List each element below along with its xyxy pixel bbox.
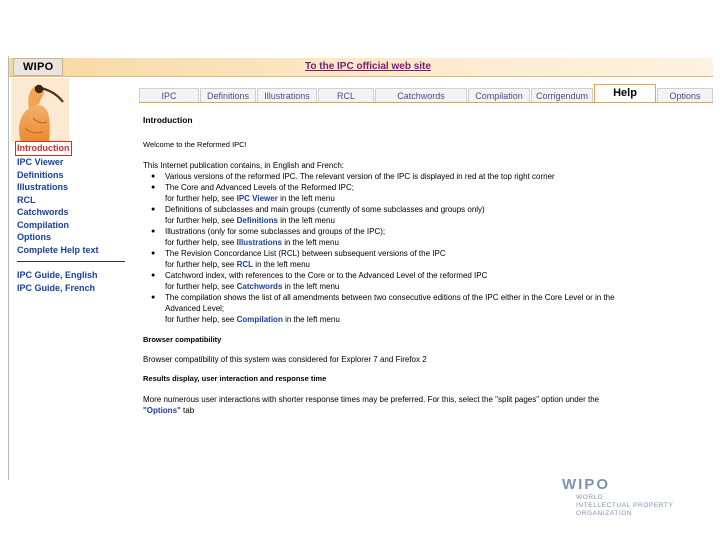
help-prefix: for further help, see (165, 260, 235, 269)
list-item-text: ● The compilation shows the list of all amendments between two consecutive editions of the IPC either in the Core Level or in the (165, 293, 615, 302)
ipc-viewer-link[interactable]: IPC Viewer (236, 194, 278, 203)
tab-corrigendum[interactable]: Corrigendum (531, 88, 593, 102)
results-suffix: tab (183, 406, 195, 415)
sidebar-item-complete-help[interactable]: Complete Help text (17, 244, 99, 255)
list-item (165, 270, 709, 292)
results-text: More numerous user interactions with shorter response times may be preferred. For this, select the "split pages" option under the (143, 395, 600, 404)
sidebar-item-guide-french[interactable]: IPC Guide, French (17, 282, 96, 293)
help-suffix: in the left menu (285, 315, 340, 324)
brand-line-3: ORGANIZATION (576, 510, 633, 517)
help-prefix: for further help, see (165, 315, 235, 324)
results-title: Results display, user interaction and response time (143, 374, 327, 383)
options-tab-link[interactable]: "Options" (143, 406, 181, 415)
ipc-official-site-link[interactable]: To the IPC official web site (305, 61, 431, 72)
list-item-text: ● The Revision Concordance List (RCL) between subsequent versions of the IPC (165, 249, 446, 258)
tab-illustrations[interactable]: Illustrations (257, 88, 317, 102)
welcome-text: Welcome to the Reformed IPC! (143, 140, 247, 149)
help-prefix: for further help, see (165, 282, 235, 291)
sidebar-item-introduction[interactable]: Introduction (15, 141, 72, 156)
brand-line-1: WORLD (576, 494, 604, 501)
tab-rcl[interactable]: RCL (318, 88, 374, 102)
list-item-text: ● The Core and Advanced Levels of the Reformed IPC; (165, 183, 354, 192)
list-item (165, 171, 709, 182)
help-suffix: in the left menu (280, 194, 335, 203)
tab-help[interactable]: Help (594, 84, 656, 103)
sidebar-item-rcl[interactable]: RCL (17, 194, 36, 205)
header-bar (9, 58, 713, 77)
catchwords-link[interactable]: Catchwords (236, 282, 283, 291)
tab-underline (139, 102, 713, 103)
sidebar-item-catchwords[interactable]: Catchwords (17, 207, 69, 217)
illustrations-link[interactable]: Illustrations (236, 238, 282, 247)
help-prefix: for further help, see (165, 216, 235, 225)
tab-catchwords[interactable]: Catchwords (375, 88, 467, 102)
rcl-link[interactable]: RCL (236, 260, 254, 269)
list-item (165, 204, 709, 226)
sidebar-item-guide-english[interactable]: IPC Guide, English (17, 270, 98, 280)
sidebar-item-options[interactable]: Options (17, 232, 51, 242)
list-item-text: ● Definitions of subclasses and main groups (currently of some subclasses and groups only) (165, 205, 485, 214)
left-sidebar (17, 138, 129, 294)
help-content (143, 114, 709, 416)
help-prefix: for further help, see (165, 194, 235, 203)
features-list (143, 171, 709, 325)
intro-text: This Internet publication contains, in English and French: (143, 161, 345, 170)
wipo-brand-tagline (576, 494, 673, 518)
help-suffix: in the left menu (284, 282, 340, 291)
screenshot-frame (8, 56, 713, 480)
list-item (165, 248, 709, 270)
list-item (165, 182, 709, 204)
list-item-text: ● Catchword index, with references to the Core or to the Advanced Level of the reformed IPC (165, 271, 488, 280)
wipo-logo[interactable] (13, 58, 63, 76)
browser-compat-title: Browser compatibility (143, 335, 222, 344)
brand-line-2: INTELLECTUAL PROPERTY (576, 502, 674, 509)
compilation-link[interactable]: Compilation (236, 315, 283, 324)
sidebar-item-compilation[interactable]: Compilation (17, 219, 69, 230)
tab-ipc[interactable]: IPC (139, 88, 199, 102)
list-item (165, 226, 709, 248)
tab-definitions[interactable]: Definitions (200, 88, 256, 102)
tab-compilation[interactable]: Compilation (468, 88, 530, 102)
sidebar-item-ipc-viewer[interactable]: IPC Viewer (17, 157, 64, 167)
sidebar-item-definitions[interactable]: Definitions (17, 169, 64, 180)
tab-bar (139, 84, 713, 102)
wipo-logo-text: WIPO (23, 61, 54, 73)
definitions-link[interactable]: Definitions (236, 216, 278, 225)
sidebar-item-illustrations[interactable]: Illustrations (17, 182, 69, 192)
sidebar-divider (17, 261, 125, 262)
list-item-text-cont: Advanced Level; (165, 304, 225, 313)
list-item-text: Various versions of the reformed IPC. The relevant version of the IPC is displayed in red at the top right corner (165, 172, 555, 181)
ibis-bird-image (11, 78, 69, 142)
browser-compat-text: Browser compatibility of this system was considered for Explorer 7 and Firefox 2 (143, 355, 427, 364)
help-suffix: in the left menu (284, 238, 339, 247)
list-item-text: ● Illustrations (only for some subclasses and groups of the IPC); (165, 227, 386, 236)
help-suffix: in the left menu (280, 216, 335, 225)
help-suffix: in the left menu (255, 260, 310, 269)
list-item (165, 292, 709, 325)
help-prefix: for further help, see (165, 238, 235, 247)
tab-options[interactable]: Options (657, 88, 713, 102)
wipo-brand-logo: WIPO (562, 476, 610, 493)
content-title: Introduction (143, 115, 193, 125)
